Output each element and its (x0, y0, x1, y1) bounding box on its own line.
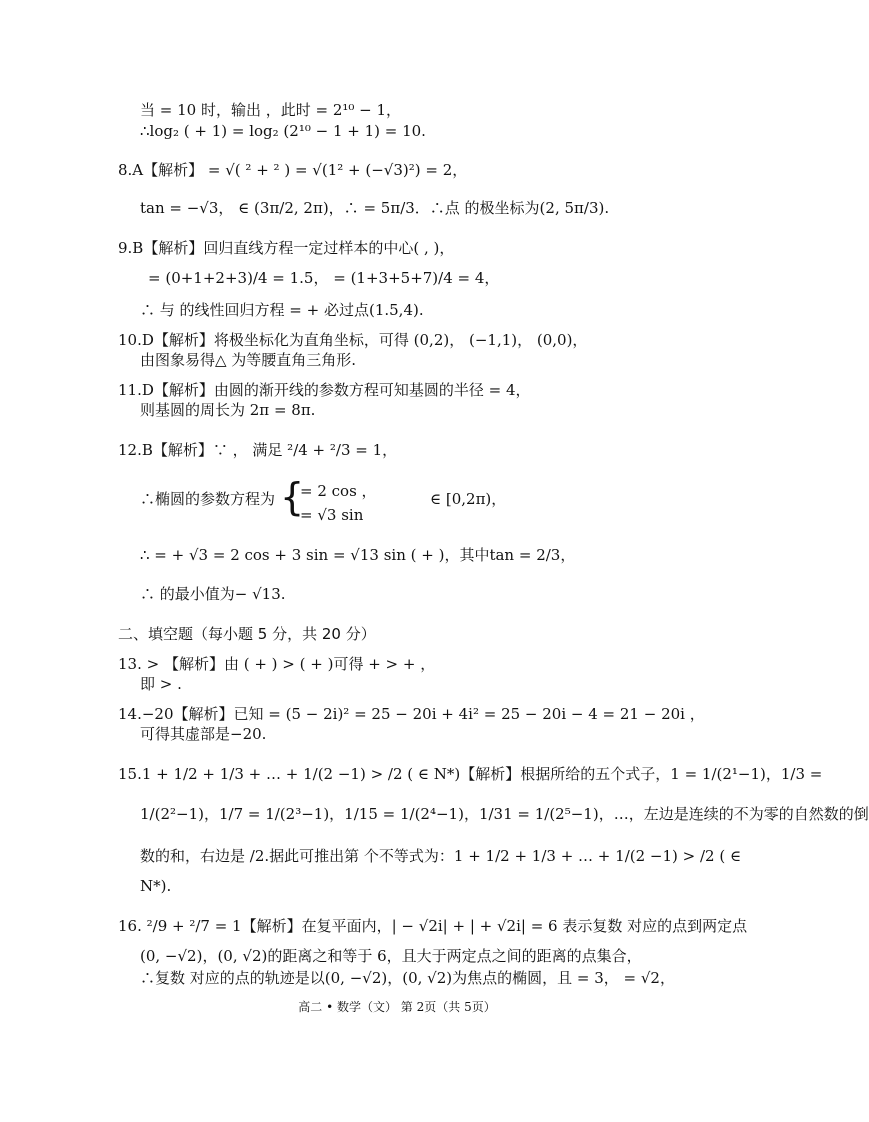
line-10d-2: 由图象易得△ 为等腰直角三角形. (140, 351, 357, 369)
line-11d-2: 则基圆的周长为 2π = 8π. (140, 401, 316, 419)
left-brace: { (280, 475, 305, 519)
section-title-fill-blank: 二、填空题（每小题 5 分，共 20 分） (118, 625, 376, 643)
line-11d-1: 11.D【解析】由圆的渐开线的参数方程可知基圆的半径 = 4， (118, 381, 531, 399)
line-15-2: 1/(2²−1)，1/7 = 1/(2³−1)，1/15 = 1/(2⁴−1)，1/31 = 1/(2⁵−1)，…，左边是连续的不为零的自然数的倒 (140, 805, 869, 823)
line-8a-2: tan = −√3， ∈ (3π/2, 2π)，∴ = 5π/3．∴点 的极坐标为(2, 5π/3). (140, 199, 610, 217)
line-14-1: 14.−20【解析】已知 = (5 − 2i)² = 25 − 20i + 4i² = 25 − 20i − 4 = 21 − 20i ， (118, 705, 705, 723)
line-16-3: ∴复数 对应的点的轨迹是以(0, −√2)，(0, √2)为焦点的椭圆，且 = 3， = √2， (140, 969, 675, 987)
line-12b-2-eq2: = √3 sin (300, 506, 364, 524)
line-15-3: 数的和，右边是 /2.据此可推出第 个不等式为：1 + 1/2 + 1/3 + … + 1/(2 −1) > /2 ( ∈ (140, 847, 742, 865)
line-15-4: N*). (140, 877, 172, 895)
line-9b-3: ∴ 与 的线性回归方程 = + 必过点(1.5,4). (140, 301, 424, 319)
line-16-2: (0, −√2)，(0, √2)的距离之和等于 6，且大于两定点之间的距离的点集合， (140, 947, 642, 965)
line-12b-2-range: ∈ [0,2π)， (430, 490, 507, 508)
line-13-1: 13. > 【解析】由 ( + ) > ( + )可得 + > + ， (118, 655, 436, 673)
line-13-2: 即 > . (140, 675, 182, 693)
line-12b-2-eq1: = 2 cos ， (300, 482, 377, 500)
line-12b-4: ∴ 的最小值为− √13. (140, 585, 286, 603)
line-2: ∴log₂ ( + 1) = log₂ (2¹⁰ − 1 + 1) = 10. (140, 122, 426, 140)
line-8a-1: 8.A【解析】 = √( ² + ² ) = √(1² + (−√3)²) = 2， (118, 161, 468, 179)
line-12b-2-label: ∴椭圆的参数方程为 (140, 490, 276, 508)
line-1: 当 = 10 时，输出 ，此时 = 2¹⁰ − 1， (140, 101, 402, 119)
line-12b-3: ∴ = + √3 = 2 cos + 3 sin = √13 sin ( + )，其中tan = 2/3， (140, 546, 576, 564)
line-9b-2: = (0+1+2+3)/4 = 1.5， = (1+3+5+7)/4 = 4， (148, 269, 500, 287)
line-15-1: 15.1 + 1/2 + 1/3 + … + 1/(2 −1) > /2 ( ∈ N*)【解析】根据所给的五个式子，1 = 1/(2¹−1)，1/3 = (118, 765, 823, 783)
line-9b-1: 9.B【解析】回归直线方程一定过样本的中心( , )， (118, 239, 455, 257)
line-14-2: 可得其虚部是−20. (140, 725, 267, 743)
line-10d-1: 10.D【解析】将极坐标化为直角坐标，可得 (0,2)， (−1,1)， (0,0)， (118, 331, 588, 349)
line-16-1: 16. ²/9 + ²/7 = 1【解析】在复平面内，| − √2i| + | + √2i| = 6 表示复数 对应的点到两定点 (118, 917, 748, 935)
line-12b-1: 12.B【解析】∵ ， 满足 ²/4 + ²/3 = 1， (118, 441, 398, 459)
page-footer: 高二 • 数学（文） 第 2页（共 5页） (298, 1000, 496, 1014)
